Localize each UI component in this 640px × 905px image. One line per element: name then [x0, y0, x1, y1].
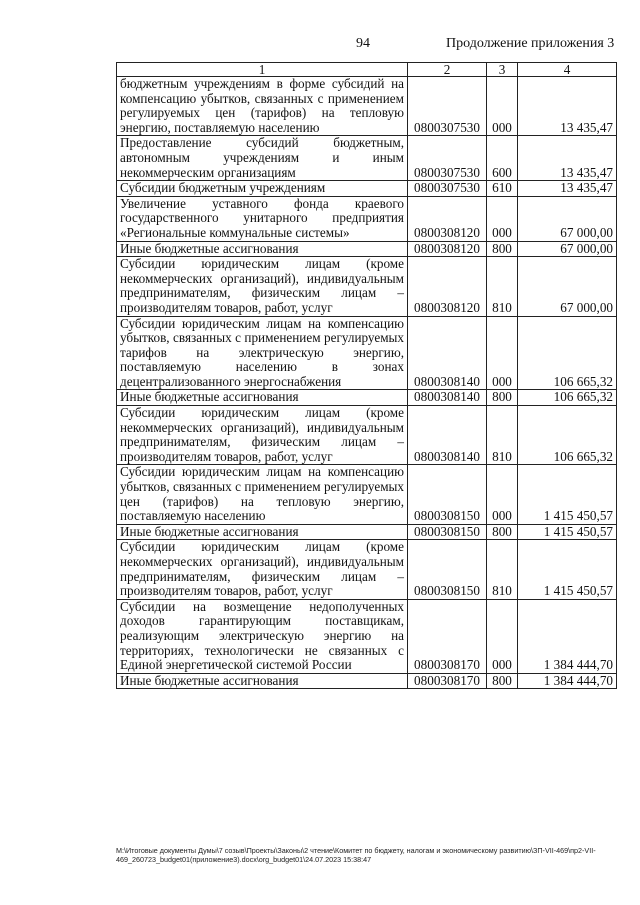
- row-name-cell: Иные бюджетные ассигнования: [117, 673, 408, 689]
- row-name-cell: Иные бюджетные ассигнования: [117, 524, 408, 540]
- row-code-cell: 0800308170: [408, 599, 487, 673]
- table-row: [117, 136, 617, 181]
- row-sum-cell: 106 665,32: [518, 316, 617, 390]
- row-sum-cell: 13 435,47: [518, 181, 617, 197]
- row-type-cell: 600: [487, 136, 518, 181]
- table-header-row: [117, 63, 617, 77]
- row-code-cell: 0800308140: [408, 316, 487, 390]
- row-type-cell: 000: [487, 316, 518, 390]
- row-sum-cell: 67 000,00: [518, 257, 617, 316]
- table-row: [117, 316, 617, 390]
- table-row: [117, 540, 617, 599]
- row-code-cell: 0800308140: [408, 390, 487, 406]
- row-code-cell: 0800308170: [408, 673, 487, 689]
- column-header-2: 2: [408, 63, 487, 77]
- table-row: [117, 673, 617, 689]
- table-row: [117, 599, 617, 673]
- column-header-1: 1: [117, 63, 408, 77]
- row-name-cell: бюджетным учреждениям в форме субсидий на компенсацию убытков, связанных с применением регулируемых цен (тарифов) на тепловую энергию, поставляемую населению: [117, 77, 408, 136]
- table-row: [117, 196, 617, 241]
- row-sum-cell: 67 000,00: [518, 241, 617, 257]
- row-name-cell: Субсидии юридическим лицам (кроме некоммерческих организаций), индивидуальным предпринимателям, физическим лицам – производителям товаров, работ, услуг: [117, 406, 408, 465]
- table-row: [117, 181, 617, 197]
- row-code-cell: 0800308150: [408, 540, 487, 599]
- row-type-cell: 000: [487, 196, 518, 241]
- row-code-cell: 0800307530: [408, 77, 487, 136]
- budget-table: [116, 62, 617, 689]
- row-type-cell: 810: [487, 406, 518, 465]
- table-row: [117, 406, 617, 465]
- row-name-cell: Субсидии юридическим лицам (кроме некоммерческих организаций), индивидуальным предпринимателям, физическим лицам – производителям товаров, работ, услуг: [117, 257, 408, 316]
- row-sum-cell: 1 415 450,57: [518, 524, 617, 540]
- row-name-cell: Увеличение уставного фонда краевого государственного унитарного предприятия «Региональные коммунальные системы»: [117, 196, 408, 241]
- row-name-cell: Иные бюджетные ассигнования: [117, 241, 408, 257]
- table-row: [117, 77, 617, 136]
- row-code-cell: 0800308150: [408, 465, 487, 524]
- row-type-cell: 800: [487, 524, 518, 540]
- table-row: [117, 390, 617, 406]
- row-code-cell: 0800307530: [408, 181, 487, 197]
- row-code-cell: 0800307530: [408, 136, 487, 181]
- table-row: [117, 524, 617, 540]
- row-name-cell: Субсидии юридическим лицам на компенсацию убытков, связанных с применением регулируемых тарифов на электрическую энергию, поставляемую населению в зонах децентрализованного энергоснабжения: [117, 316, 408, 390]
- row-sum-cell: 1 415 450,57: [518, 540, 617, 599]
- row-type-cell: 000: [487, 465, 518, 524]
- row-sum-cell: 106 665,32: [518, 406, 617, 465]
- row-name-cell: Субсидии бюджетным учреждениям: [117, 181, 408, 197]
- continuation-label: Продолжение приложения 3: [446, 36, 615, 51]
- row-type-cell: 000: [487, 77, 518, 136]
- page-number: 94: [356, 36, 370, 51]
- row-name-cell: Субсидии юридическим лицам на компенсацию убытков, связанных с применением регулируемых цен (тарифов) на тепловую энергию, поставляемую населению: [117, 465, 408, 524]
- row-name-cell: Иные бюджетные ассигнования: [117, 390, 408, 406]
- row-name-cell: Субсидии юридическим лицам (кроме некоммерческих организаций), индивидуальным предпринимателям, физическим лицам – производителям товаров, работ, услуг: [117, 540, 408, 599]
- row-code-cell: 0800308120: [408, 241, 487, 257]
- row-type-cell: 800: [487, 390, 518, 406]
- row-sum-cell: 1 415 450,57: [518, 465, 617, 524]
- column-header-4: 4: [518, 63, 617, 77]
- row-sum-cell: 13 435,47: [518, 77, 617, 136]
- row-sum-cell: 1 384 444,70: [518, 599, 617, 673]
- row-type-cell: 810: [487, 257, 518, 316]
- row-sum-cell: 1 384 444,70: [518, 673, 617, 689]
- row-sum-cell: 13 435,47: [518, 136, 617, 181]
- row-code-cell: 0800308120: [408, 257, 487, 316]
- budget-table-body: [117, 63, 617, 689]
- row-type-cell: 810: [487, 540, 518, 599]
- row-code-cell: 0800308140: [408, 406, 487, 465]
- row-type-cell: 610: [487, 181, 518, 197]
- table-row: [117, 465, 617, 524]
- column-header-3: 3: [487, 63, 518, 77]
- document-file-path: M:\Итоговые документы Думы\7 созыв\Проекты\Законы\2 чтение\Комитет по бюджету, налогам и экономическому развитию\ЗП-VII-469\пр2-VII-469_260723_budget01(приложение3).docx\org_budget01\24.07.2023 15:38:47: [116, 846, 596, 864]
- row-name-cell: Субсидии на возмещение недополученных доходов гарантирующим поставщикам, реализующим электрическую энергию на территориях, технологически не связанных с Единой энергетической системой России: [117, 599, 408, 673]
- row-sum-cell: 67 000,00: [518, 196, 617, 241]
- row-type-cell: 000: [487, 599, 518, 673]
- table-row: [117, 257, 617, 316]
- row-code-cell: 0800308150: [408, 524, 487, 540]
- table-row: [117, 241, 617, 257]
- row-sum-cell: 106 665,32: [518, 390, 617, 406]
- row-type-cell: 800: [487, 241, 518, 257]
- row-name-cell: Предоставление субсидий бюджетным, автономным учреждениям и иным некоммерческим организациям: [117, 136, 408, 181]
- row-type-cell: 800: [487, 673, 518, 689]
- row-code-cell: 0800308120: [408, 196, 487, 241]
